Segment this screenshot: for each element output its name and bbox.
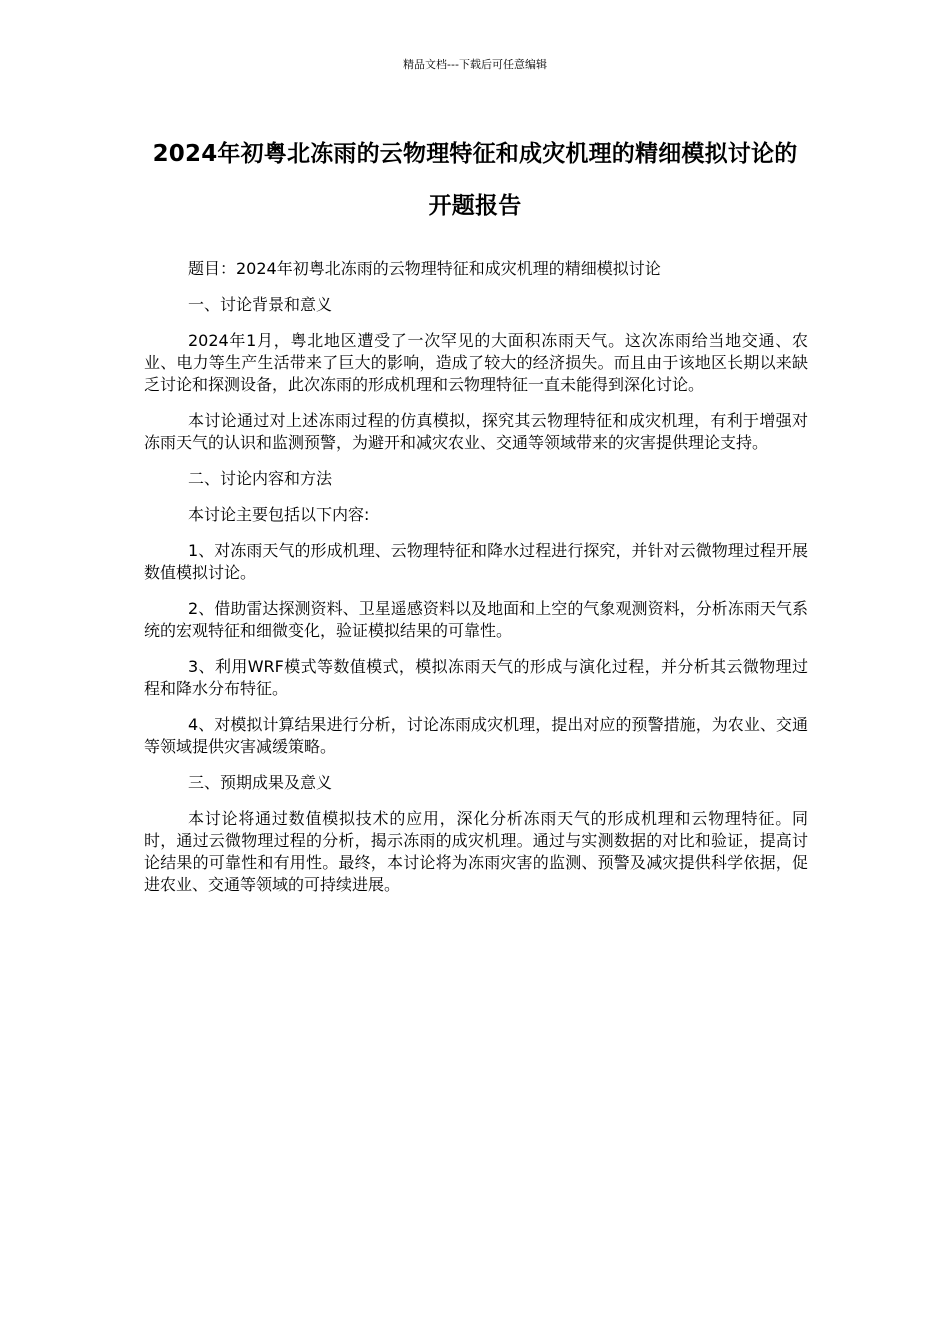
header-note: 精品文档---下载后可任意编辑 bbox=[403, 58, 547, 71]
content-item-1: 1、对冻雨天气的形成机理、云物理特征和降水过程进行探究，并针对云微物理过程开展数值模拟讨论。 bbox=[144, 541, 808, 582]
content-item-2: 2、借助雷达探测资料、卫星遥感资料以及地面和上空的气象观测资料，分析冻雨天气系统的宏观特征和细微变化，验证模拟结果的可靠性。 bbox=[144, 599, 808, 640]
background-paragraph-1: 2024年1月，粤北地区遭受了一次罕见的大面积冻雨天气。这次冻雨给当地交通、农业、电力等生产生活带来了巨大的影响，造成了较大的经济损失。而且由于该地区长期以来缺乏讨论和探测设备，此次冻雨的形成机理和云物理特征一直未能得到深化讨论。 bbox=[144, 331, 808, 394]
section-heading-background: 一、讨论背景和意义 bbox=[188, 295, 333, 314]
section-heading-outcomes: 三、预期成果及意义 bbox=[188, 773, 333, 792]
document-title: 2024年初粤北冻雨的云物理特征和成灾机理的精细模拟讨论的开题报告 bbox=[152, 141, 798, 219]
subject-line: 题目：2024年初粤北冻雨的云物理特征和成灾机理的精细模拟讨论 bbox=[188, 259, 661, 278]
document-body bbox=[144, 258, 808, 910]
content-intro: 本讨论主要包括以下内容: bbox=[188, 505, 370, 524]
outcomes-paragraph: 本讨论将通过数值模拟技术的应用，深化分析冻雨天气的形成机理和云物理特征。同时，通过云微物理过程的分析，揭示冻雨的成灾机理。通过与实测数据的对比和验证，提高讨论结果的可靠性和有用性。最终，本讨论将为冻雨灾害的监测、预警及减灾提供科学依据，促进农业、交通等领域的可持续进展。 bbox=[144, 809, 808, 894]
content-item-4: 4、对模拟计算结果进行分析，讨论冻雨成灾机理，提出对应的预警措施，为农业、交通等领域提供灾害减缓策略。 bbox=[144, 715, 808, 756]
background-paragraph-2: 本讨论通过对上述冻雨过程的仿真模拟，探究其云物理特征和成灾机理，有利于增强对冻雨天气的认识和监测预警，为避开和减灾农业、交通等领域带来的灾害提供理论支持。 bbox=[144, 411, 808, 452]
section-heading-content: 二、讨论内容和方法 bbox=[188, 469, 333, 488]
content-item-3: 3、利用WRF模式等数值模式，模拟冻雨天气的形成与演化过程，并分析其云微物理过程和降水分布特征。 bbox=[144, 657, 808, 698]
